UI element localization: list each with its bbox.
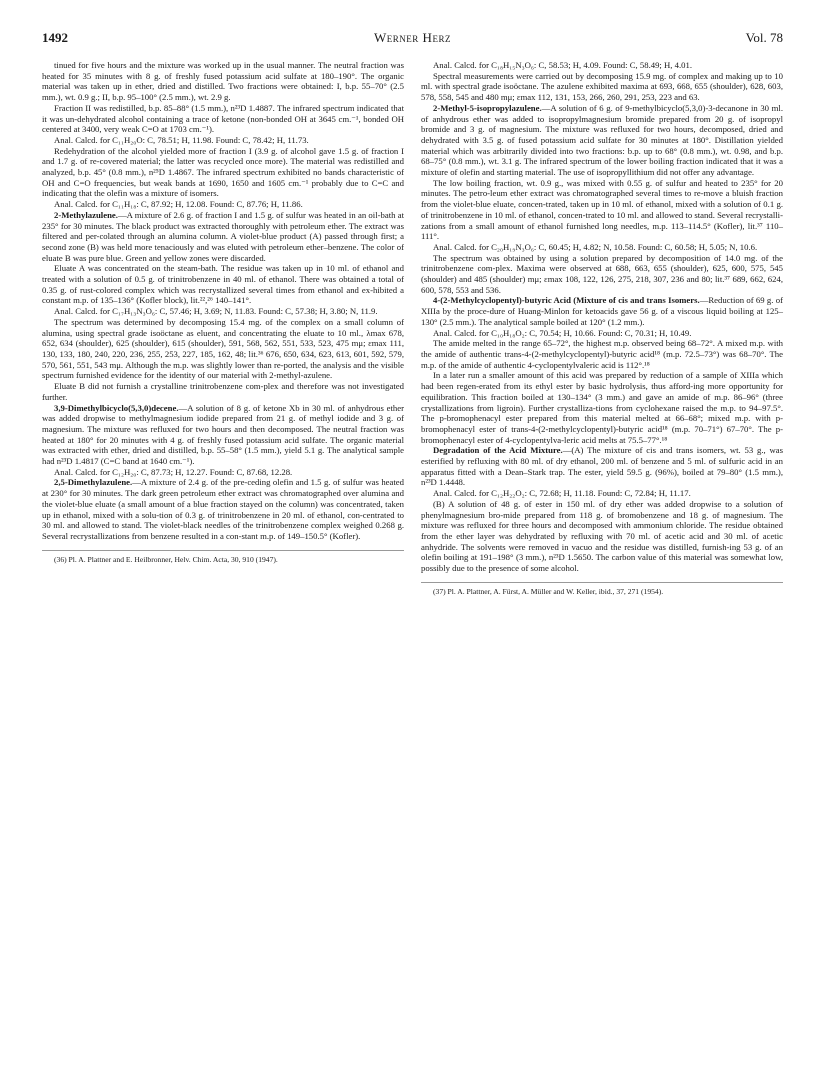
paragraph xyxy=(42,146,404,200)
paragraph xyxy=(421,338,783,370)
footnote: (37) Pl. A. Plattner, A. Fürst, A. Müller and W. Keller, ibid., 37, 271 (1954). xyxy=(433,586,664,596)
paragraph-text: —A mixture of 2.4 g. of the pre-ceding olefin and 1.5 g. of sulfur was heated at 230° for 30 minutes. The dark green petroleum ether extract was chromatographed over alumina and the violet-blue eluate (a small amount of a blue fraction stayed on the column) was concentrated, taken up in ethanol, mixed with a solu-tion of 0.3 g. of trinitrobenzene in 20 ml. of ethanol, con-centrated to 30 ml. and allowed to stand. The violet-black needles of the trinitrobenzene complex weighed 0.268 g. Several recrystallizations from benzene resulted in a con-stant m.p. of 149–150.5° (Kofler). xyxy=(42,477,404,541)
paragraph-text: (B) A solution of 48 g. of ester in 150 ml. of dry ether was added dropwise to a solution of phenylmagnesium bro-mide prepared from 118 g. of bromobenzene and 18 g. of magnesium. The mixture was refluxed for three hours and decomposed with ammonium chloride. The residue obtained from the ether layer was dehydrated by refluxing with 70 ml. of acetic acid and 30 ml. of acetic anhydride. The solvents were removed in vacuo and the residue was distilled, furnish-ing 53 g. of an olefin boiling at 191–198° (3 mm.), n²³D 1.5650. The carbon value of this material was somewhat low, possibly due to the presence of some alcohol. xyxy=(421,498,783,574)
paragraph-text: —Reduction of 69 g. of XIIIa by the proce-dure of Huang-Minlon for ketoacids gave 56 g. of a viscous liquid boiling at 125–130° (2.5 mm.). The analytical sample boiled at 120° (1.2 mm.). xyxy=(421,295,783,327)
paragraph-text: Anal. Calcd. for C₁₈H₁₅N₃O₆: C, 58.53; H, 4.09. Found: C, 58.49; H, 4.01. xyxy=(433,60,693,70)
paragraph xyxy=(42,306,404,317)
paragraph-text: —A solution of 6 g. of 9-methylbicyclo(5,3,0)-3-decanone in 30 ml. of anhydrous ether was added to isopropylmagnesium bromide prepared from 20 g. of isopropyl bromide and 3 g. of magnesium. The mixture was refluxed for two hours, decomposed, dried and dehydrated with 3.5 g. of fused potassium acid sulfate for 30 minutes at 180°. Distillation yielded material which was arbitrarily divided into two fractions: b.p. up to 68° (0.8 mm.), wt. 0.98, and b.p. 68–75° (0.8 mm.), wt. 3.1 g. The infrared spectrum of the lower boiling fraction indicated that it was a mixture of olefin and starting material. The use of isopropyllithium did not offer any advantage. xyxy=(421,102,783,178)
section-heading: 2-Methylazulene. xyxy=(54,209,118,220)
paragraph-text: —A mixture of 2.6 g. of fraction I and 1.5 g. of sulfur was heated in an oil-bath at 235° for 30 minutes. The black product was extracted thoroughly with petroleum ether. The extract was filtered and per-colated through an alumina column. A violet-blue product (A) passed through first; a second zone (B) was held more tenaciously and was eluted with petroleum ether–benzene. The color of eluate B was pure blue. Green and yellow zones were discarded. xyxy=(42,209,404,263)
paragraph xyxy=(42,199,404,210)
paragraph xyxy=(42,263,404,306)
paragraph-text: tinued for five hours and the mixture was worked up in the usual manner. The neutral fraction was heated for 35 minutes with 8 g. of freshly fused potassium acid sulfate at 180–190°. The organic material was taken up in ether, dried and distilled. Two fractions were obtained: I, b.p. 55–70° (2.5 mm.), wt. 0.9 g.; II, b.p. 95–100° (2.5 mm.), wt. 2.9 g. xyxy=(42,60,404,103)
footnotes xyxy=(42,550,404,565)
paragraph-text: Anal. Calcd. for C₁₀H₁₈O₂: C, 70.54; H, 10.66. Found: C, 70.31; H, 10.49. xyxy=(433,327,692,338)
paragraph xyxy=(42,403,404,467)
left-column xyxy=(42,60,404,596)
paragraph-text: Anal. Calcd. for C₁₂H₂₂O₂: C, 72.68; H, 11.18. Found: C, 72.84; H, 11.17. xyxy=(433,488,691,499)
paragraph-text: Anal. Calcd. for C₁₂H₂₀: C, 87.73; H, 12.27. Found: C, 87.68, 12.28. xyxy=(54,466,293,477)
paragraph xyxy=(421,253,783,296)
right-column xyxy=(421,60,783,596)
paragraph-text: —(A) The mixture of cis and trans isomers, wt. 53 g., was esterified by refluxing with 80 ml. of dry ethanol, 200 ml. of benzene and 5 ml. of sulfuric acid in an apparatus fitted with a Dean–Stark trap. The ester, yield 59.5 g. (96%), boiled at 79–80° (1.5 mm.), n²³D 1.4448. xyxy=(421,445,783,488)
section-heading: Degradation of the Acid Mixture. xyxy=(433,445,563,456)
paragraph-text: The spectrum was obtained by using a solution prepared by decomposition of 14.0 mg. of the trinitrobenzene com-plex. Maxima were observed at 688, 663, 655 (shoulder), 625, 600, 575, 545 (shoulder) and 485 (shoulder) mμ; εmax 108, 122, 126, 275, 218, 307, 236 and 80; lit.³⁷ 689, 662, 624, 600, 578, 553 and 536. xyxy=(421,252,783,295)
paragraph xyxy=(42,135,404,146)
paragraph xyxy=(421,488,783,499)
paragraph xyxy=(42,477,404,541)
paragraph-text: Fraction II was redistilled, b.p. 85–88° (1.5 mm.), n²³D 1.4887. The infrared spectrum indicated that it was un-dehydrated alcohol containing a trace of ketone (non-bonded OH at 3645 cm.⁻¹, bonded OH centered at 3400, very weak C=O at 1703 cm.⁻¹). xyxy=(42,102,404,135)
paragraph-text: Spectral measurements were carried out by decomposing 15.9 mg. of complex and making up to 10 ml. with spectral grade isoöctane. The azulene exhibited maxima at 693, 668, 655 (shoulder), 628, 603, 578, 558, 545 and 480 mμ; εmax 112, 131, 153, 266, 260, 291, 253, 223 and 63. xyxy=(421,70,783,103)
volume-number: Vol. 78 xyxy=(745,30,783,45)
running-author: Werner Herz xyxy=(374,30,451,45)
paragraph xyxy=(42,60,404,103)
paragraph xyxy=(421,71,783,103)
paragraph-text: Anal. Calcd. for C₁₁H₁₈: C, 87.92; H, 12.08. Found: C, 87.76; H, 11.86. xyxy=(54,199,303,210)
paragraph xyxy=(421,445,783,488)
section-heading: 4-(2-Methylcyclopentyl)-butyric Acid (Mixture of cis and trans Isomers. xyxy=(433,295,700,306)
paragraph xyxy=(421,60,783,71)
two-column-body xyxy=(42,60,783,596)
running-header xyxy=(42,30,783,56)
paragraph-text: Anal. Calcd. for C₁₇H₁₃N₃O₆: C, 57.46; H, 3.69; N, 11.83. Found: C, 57.38; H, 3.80; N, 11.9. xyxy=(54,306,378,317)
page-number: 1492 xyxy=(42,30,68,45)
paragraph-text: The low boiling fraction, wt. 0.9 g., was mixed with 0.55 g. of sulfur and heated to 235° for 20 minutes. The petro-leum ether extract was chromatographed several times to re-move a bluish fraction from the violet-blue eluate, concen-trated, taken up in 10 ml. of ethanol, mixed with a solution of 0.1 g. of trinitrobenzene in 10 ml. of ethanol, concen-trated to 10 ml. and allowed to stand. Several recrystalli-zations from a small amount of ethanol furnished long needles, m.p. 113–114.5° (Kofler), lit.³⁷ 110–111°. xyxy=(421,177,783,242)
paragraph xyxy=(421,242,783,253)
paragraph-text: Anal. Calcd. for C₁₁H₂₀O: C, 78.51; H, 11.98. Found: C, 78.42; H, 11.73. xyxy=(54,134,309,145)
paragraph-text: Eluate B did not furnish a crystalline trinitrobenzene com-plex and therefore was not investigated further. xyxy=(42,381,404,402)
section-heading: 2,5-Dimethylazulene. xyxy=(54,477,133,488)
paragraph xyxy=(421,178,783,242)
paragraph xyxy=(421,295,783,327)
paragraph xyxy=(42,467,404,478)
paragraph xyxy=(421,499,783,574)
paragraph-text: Redehydration of the alcohol yielded more of fraction I (3.9 g. of alcohol gave 1.5 g. of fraction I and 1.7 g. of re-covered material; the latter was recycled once more). The material was redistilled and analyzed, b.p. 45° (0.8 mm.), n²⁵D 1.4867. The infrared spectrum exhibited no bands characteristic of OH and C=O frequencies, but weak bands at 1690, 1650 and 1605 cm.⁻¹ probably due to C=C and indicating that the olefin was a mixture of isomers. xyxy=(42,145,404,199)
paragraph xyxy=(42,103,404,135)
paragraph xyxy=(421,103,783,178)
paragraph-text: The spectrum was determined by decomposing 15.4 mg. of the complex on a small column of alumina, using spectral grade isoöctane as eluent, and concentrating the eluate to 10 ml., λmax 678, 652, 634 (shoulder), 625 (shoulder), 615 (shoulder), 591, 568, 562, 551, 533, 523, 475 mμ; εmax 111, 130, 133, 180, 240, 220, 236, 255, 253, 227, 185, 162, 48; lit.³⁶ 676, 650, 634, 623, 613, 601, 592, 579, 570, 561, 551, 543 mμ. Although the m.p. was slightly lower than re-ported, the analysis and the visible spectrum furnished evidence for the identity of our material with 2-methyl-azulene. xyxy=(42,316,404,381)
paragraph-text: —A solution of 8 g. of ketone Xb in 30 ml. of anhydrous ether was added dropwise to methylmagnesium iodide prepared from 21 g. of methyl iodide and 3 g. of magnesium. The mixture was refluxed for two hours and then decomposed. The neutral fraction was heated at 180° for 20 minutes with 4 g. of freshly fused potassium acid sulfate. The organic material was extracted with ether, dried and distilled, b.p. 55–58° (1.5 mm.), yield 5.1 g. The analytical sample had n²³D 1.4817 (C=C band at 1640 cm.⁻¹). xyxy=(42,402,404,467)
paragraph-text: In a later run a smaller amount of this acid was prepared by reduction of a sample of XIIIa which had been regen-erated from its ethyl ester by basic hydrolysis, thus afford-ing more opportunity for equilibration. This fraction boiled at 130–134° (3 mm.) and gave an amide of m.p. 86–96° (three crystallizations from ligroin). Further crystalliza-tions from cyclohexane raised the m.p. to 94–97.5°. The p-bromophenacyl ester prepared from this material melted at 66–68°; mixed m.p. with p-bromophenacyl ester of trans-4-(2-methylcyclopentyl)-butyric acid¹⁸ (m.p. 70–71°) 67–70°. The p-bromophenacyl ester of 4-cyclopentylva-leric acid melts at 75.5–77°.¹⁸ xyxy=(421,370,783,445)
paragraph-text: The amide melted in the range 65–72°, the highest m.p. observed being 68–72°. A mixed m.p. with the amide of authentic trans-4-(2-methylcyclopentyl)-butyric acid¹⁸ (m.p. 72.5–73°) was 68–70°. The m.p. of the amide of authentic 4-cyclopentylvaleric acid is 112°.¹⁸ xyxy=(421,338,783,370)
paragraph xyxy=(42,317,404,381)
paragraph xyxy=(421,370,783,445)
paragraph xyxy=(421,328,783,339)
paragraph-text: Eluate A was concentrated on the steam-bath. The residue was taken up in 10 ml. of ethanol and treated with a solution of 0.5 g. of trinitrobenzene in 40 ml. of ethanol. There was obtained a total of 0.35 g. of rust-colored complex which was recrystallized several times from ethanol and ex-hibited a constant m.p. of 135–136° (Kofler block), lit.²²,²⁶ 140–141°. xyxy=(42,263,404,306)
paragraph-text: Anal. Calcd. for C₂₀H₁₉N₃O₆: C, 60.45; H, 4.82; N, 10.58. Found: C, 60.58; H, 5.05; N, 10.6. xyxy=(433,241,758,252)
section-heading: 2-Methyl-5-isopropylazulene. xyxy=(433,102,542,113)
paragraph xyxy=(42,210,404,264)
footnote: (36) Pl. A. Plattner and E. Heilbronner, Helv. Chim. Acta, 30, 910 (1947). xyxy=(54,554,278,564)
paragraph xyxy=(42,381,404,402)
footnotes xyxy=(421,582,783,597)
section-heading: 3,9-Dimethylbicyclo(5,3,0)decene. xyxy=(54,402,179,413)
